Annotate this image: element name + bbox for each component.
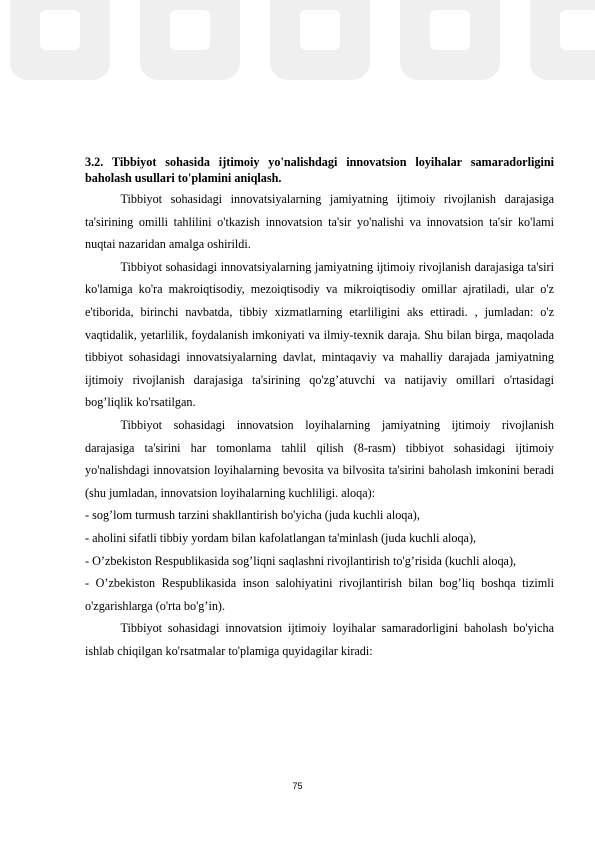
list-item-2: - aholini sifatli tibbiy yordam bilan kafolatlangan ta'minlash (juda kuchli aloqa), bbox=[85, 530, 477, 545]
list-item-3: - O’zbekiston Respublikasida sog’liqni saqlashni rivojlantirish to'g’risida (kuchli aloqa), bbox=[85, 553, 517, 568]
watermark-pattern bbox=[0, 0, 595, 120]
list-item-4: - O’zbekiston Respublikasida inson salohiyatini rivojlantirish bilan bog’liq boshqa tizimli o'zgarishlarga (o'rta bo'g’in). bbox=[85, 576, 554, 613]
paragraph-2: Tibbiyot sohasidagi innovatsiyalarning jamiyatning ijtimoiy rivojlanish darajasiga ta'siri ko'lamiga ko'ra makroiqtisodiy, mezoiqtisodiy va mikroiqtisodiy omillar ajratiladi, ular o'z e'tiborida, birinchi navbatda, tibbiy xizmatlarning etarliligini aks ettiradi. , jumladan: o'z vaqtidalik, yetarlilik, foydalanish imkoniyati va ilmiy-texnik daraja. Shu bilan birga, maqolada tibbiyot sohasidagi innovatsiyalarning davlat, mintaqaviy va mahalliy darajada jamiyatning ijtimoiy rivojlanish darajasiga ta'sirining qo'zg’atuvchi va natijaviy omillari o'rtasidagi bog’liqlik ko'rsatilgan. bbox=[85, 259, 554, 410]
closing-paragraph: Tibbiyot sohasidagi innovatsion ijtimoiy loyihalar samaradorligini baholash bo'yicha ishlab chiqilgan ko'rsatmalar to'plamiga quyidagilar kiradi: bbox=[85, 621, 554, 658]
paragraph-1: Tibbiyot sohasidagi innovatsiyalarning jamiyatning ijtimoiy rivojlanish darajasiga ta'sirining omilli tahlilini o'tkazish innovatsion ta'sir yo'nalishi va innovatsion ta'sir ko'lami nuqtai nazaridan amalga oshirildi. bbox=[85, 192, 554, 252]
document-body bbox=[85, 154, 554, 662]
section-heading: 3.2. Tibbiyot sohasida ijtimoiy yo'nalishdagi innovatsion loyihalar samaradorligini baholash usullari to'plamini aniqlash. bbox=[85, 155, 554, 185]
page-number: 75 bbox=[292, 781, 303, 791]
paragraph-3: Tibbiyot sohasidagi innovatsion loyihalarning jamiyatning ijtimoiy rivojlanish darajasiga ta'sirini har tomonlama tahlil qilish (8-rasm) tibbiyot sohasidagi ijtimoiy yo'nalishdagi innovatsion loyihalarning bevosita va bilvosita ta'sirini baholash imkonini beradi (shu jumladan, innovatsion loyihalarning kuchliligi. aloqa): bbox=[85, 417, 554, 500]
list-item-1: - sog’lom turmush tarzini shakllantirish bo'yicha (juda kuchli aloqa), bbox=[85, 508, 420, 523]
